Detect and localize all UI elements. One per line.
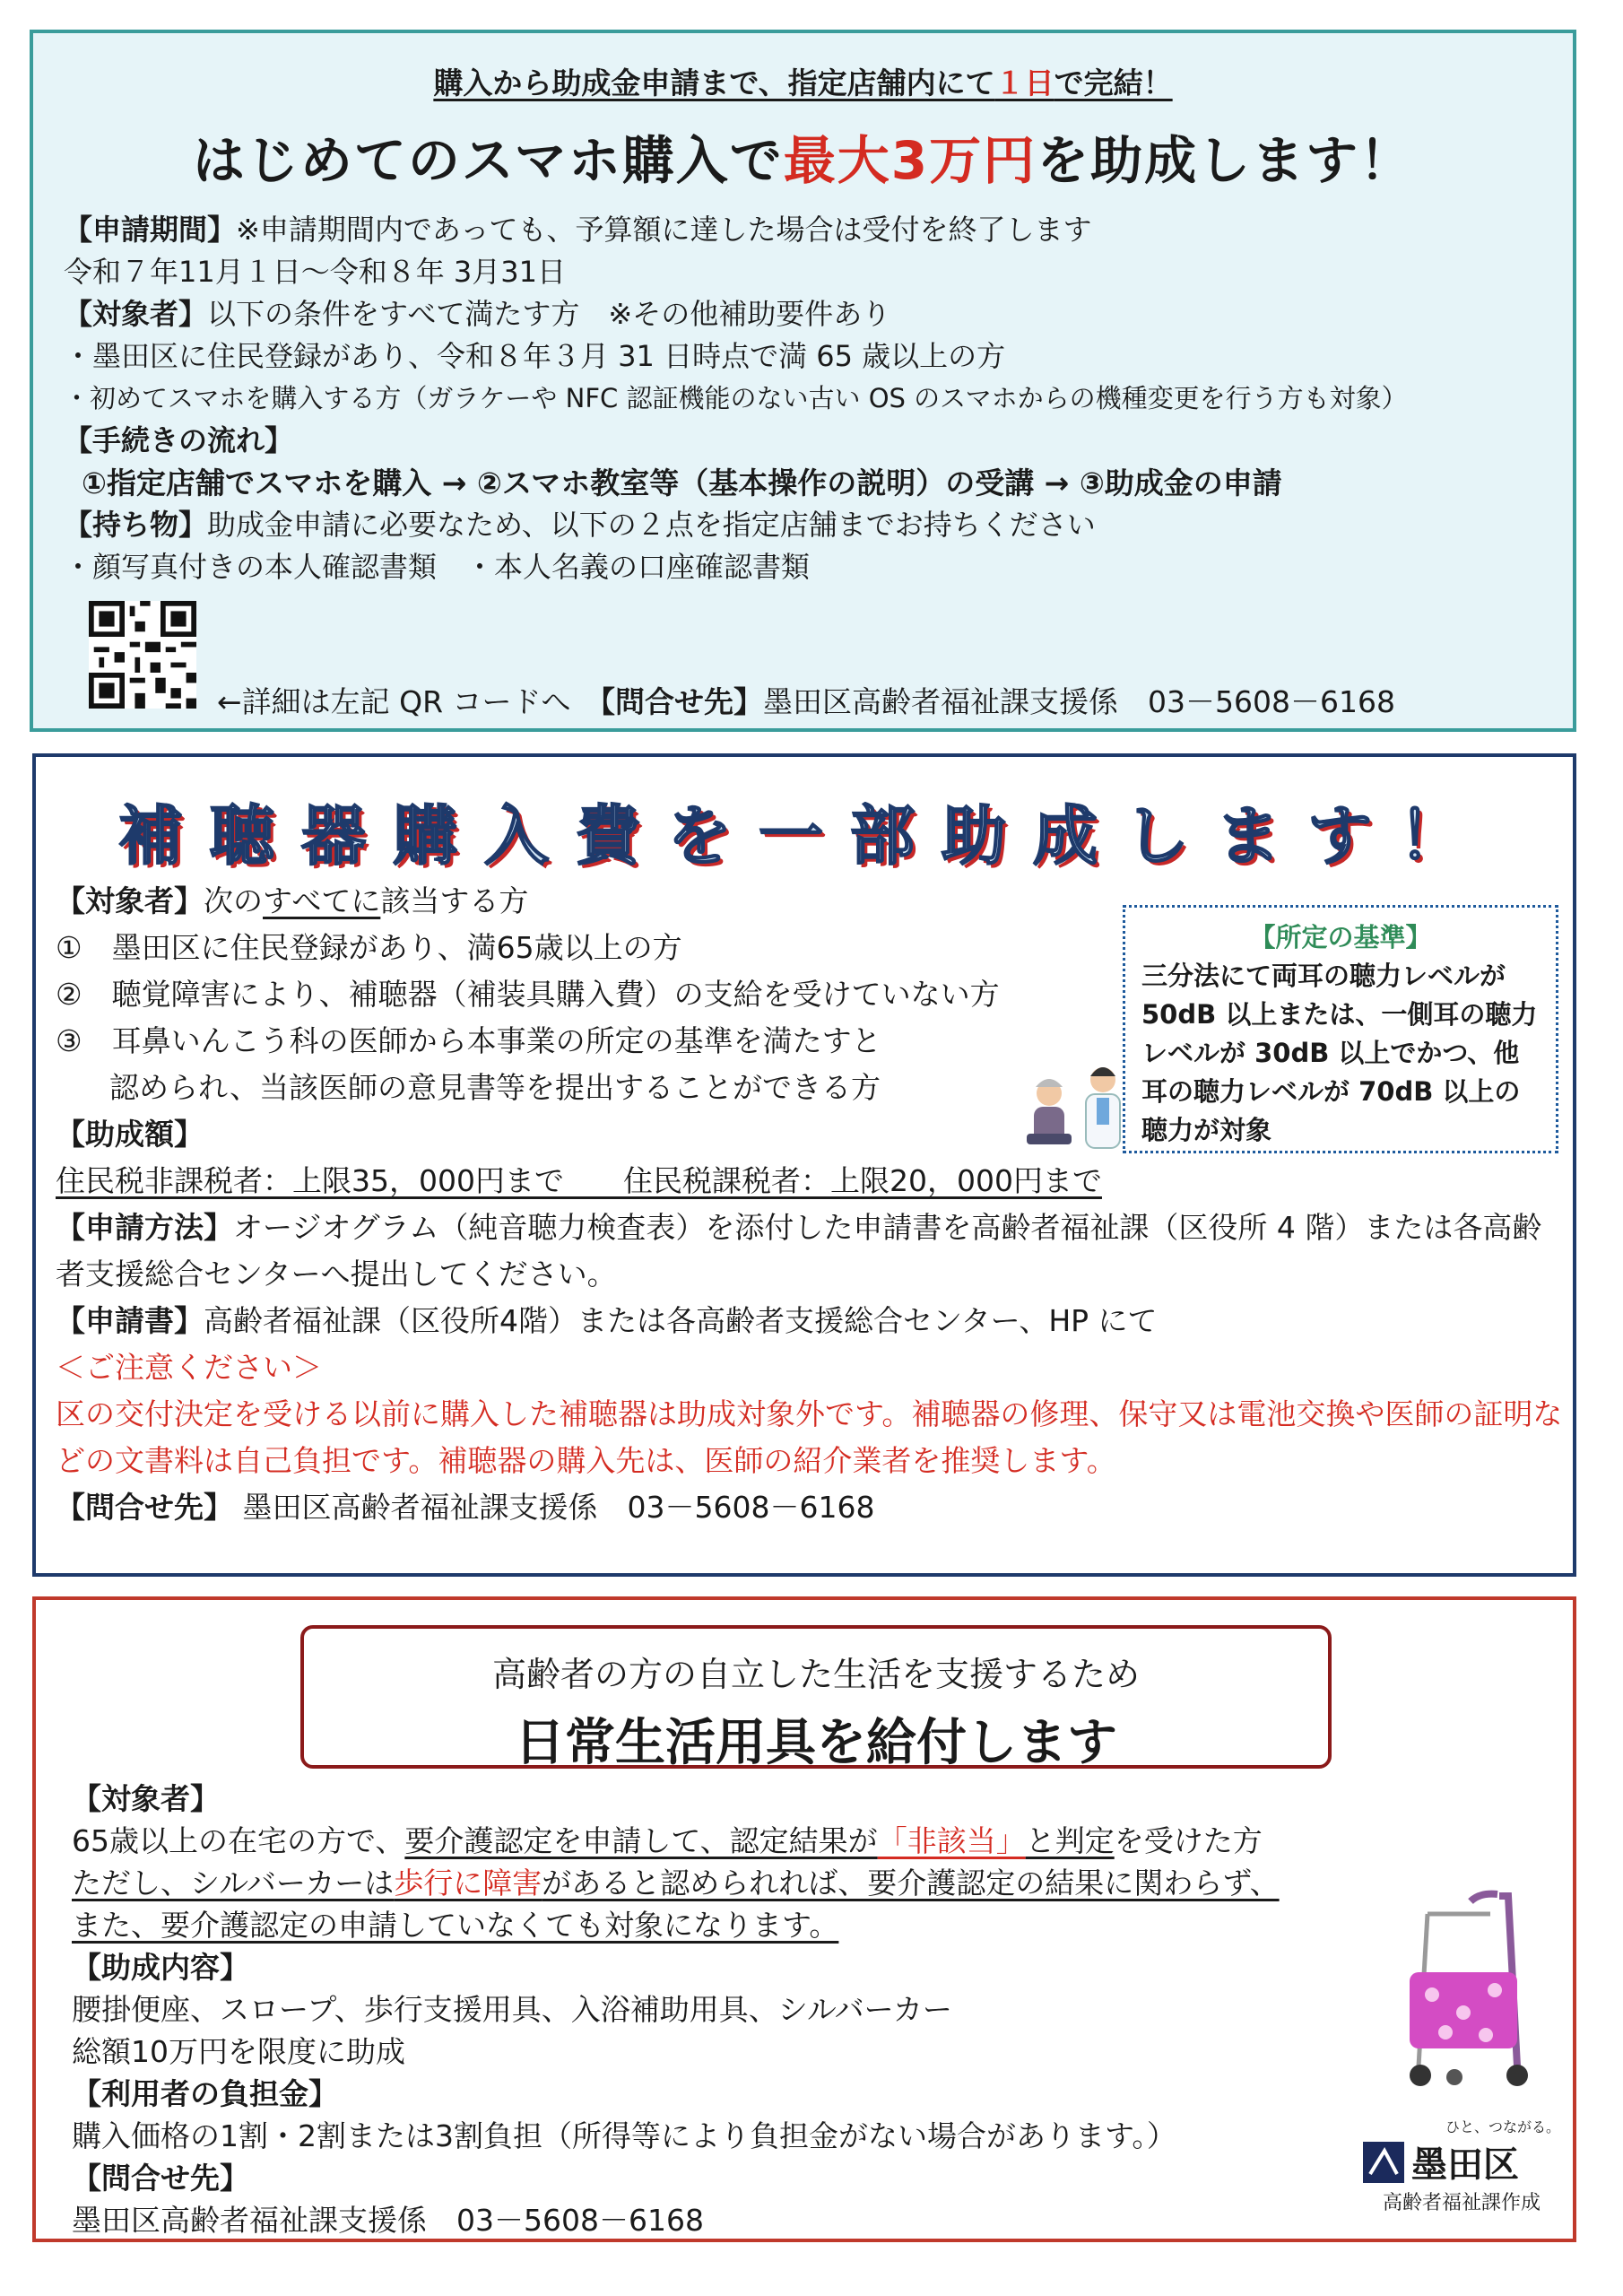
hearing-item: ② 聴覚障害により、補聴器（補装具購入費）の支給を受けていない方 [56,977,1000,1012]
smartphone-contact: ←詳細は左記 QR コードへ 【問合せ先】墨田区高齢者福祉課支援係 03－5608－6168 [217,684,1396,719]
period-dates: 令和７年11月１日～令和８年 3月31日 [64,255,566,289]
bring-items: ・顔写真付きの本人確認書類 ・本人名義の口座確認書類 [64,550,811,584]
bring-line: 【持ち物】助成金申請に必要なため、以下の２点を指定店舗までお持ちください [64,508,1096,542]
daily-body [72,1778,1363,2241]
daily-target-line1: 65歳以上の在宅の方で、要介護認定を申請して、認定結果が「非該当」と判定を受けた方 [72,1823,1263,1858]
burden-text: 購入価格の1割・2割または3割負担（所得等により負担金がない場合があります。） [72,2118,1176,2153]
daily-target-label: 【対象者】 [72,1781,220,1816]
daily-living-section [32,1596,1576,2242]
logo-made: 高齢者福祉課作成 [1382,2192,1541,2214]
target-line: 【対象者】以下の条件をすべて満たす方 ※その他補助要件あり [64,297,891,331]
sumida-logo [1363,2116,1560,2214]
logo-tagline: ひと、つながる。 [1445,2118,1560,2135]
hearing-item-cont: 認められ、当該医師の意見書等を提出することができる方 [109,1070,881,1105]
criteria-box [1123,905,1558,1153]
amount-label: 【助成額】 [56,1117,204,1152]
hearing-contact: 【問合せ先】 墨田区高齢者福祉課支援係 03－5608－6168 [56,1490,875,1525]
content-items: 腰掛便座、スロープ、歩行支援用具、入浴補助用具、シルバーカー [72,1992,952,2027]
period-line: 【申請期間】※申請期間内であっても、予算額に達した場合は受付を終了します [64,213,1092,247]
daily-contact-text: 墨田区高齢者福祉課支援係 03－5608－6168 [72,2203,704,2238]
flow-steps: ①指定店舗でスマホを購入 → ②スマホ教室等（基本操作の説明）の受講 → ③助成金の申請 [82,465,1282,500]
notice-label: ＜ご注意ください＞ [56,1350,322,1385]
content-limit: 総額10万円を限度に助成 [72,2034,405,2069]
silver-car-illustration-icon [1392,1887,1544,2093]
target-item: ・墨田区に住民登録があり、令和８年３月 31 日時点で満 65 歳以上の方 [64,339,1006,373]
smartphone-title: はじめてのスマホ購入で最大3万円を助成します！ [192,130,1414,191]
target-item: ・初めてスマホを購入する方（ガラケーや NFC 認証機能のない古い OS のスマホからの機種変更を行う方も対象） [64,383,1408,413]
daily-target-line3: また、要介護認定の申請していなくても対象になります。 [72,1908,839,1943]
hearing-item: ③ 耳鼻いんこう科の医師から本事業の所定の基準を満たすと [56,1023,881,1058]
method-line: 【申請方法】オージオグラム（純音聴力検査表）を添付した申請書を高齢者福祉課（区役所 4 階）または各高齢者支援総合センターへ提出してください。 [56,1210,1542,1292]
hearing-aid-section [32,753,1576,1577]
daily-target-line2: ただし、シルバーカーは歩行に障害があると認められれば、要介護認定の結果に関わらず、 [72,1866,1280,1900]
daily-subtitle: 高齢者の方の自立した生活を支援するため [491,1655,1140,1694]
criteria-label: 【所定の基準】 [1249,922,1432,952]
smartphone-subtitle: 購入から助成金申請まで、指定店舗内にて１日で完結！ [433,65,1173,100]
daily-title: 日常生活用具を給付します [515,1714,1117,1772]
daily-header-box [300,1625,1332,1772]
smartphone-subsidy-section [30,30,1576,732]
logo-name: 墨田区 [1411,2144,1519,2186]
hearing-target: 【対象者】次のすべてに該当する方 [56,883,529,918]
content-label: 【助成内容】 [72,1950,249,1985]
flow-label: 【手続きの流れ】 [64,423,294,457]
notice-text: 区の交付決定を受ける以前に購入した補聴器は助成対象外です。補聴器の修理、保守又は電池交換や医師の証明などの文書料は自己負担です。補聴器の購入先は、医師の紹介業者を推奨します。 [56,1396,1563,1478]
hearing-title: 補聴器購入費を一部助成します！ [117,798,1490,874]
smartphone-body [64,209,1570,588]
daily-contact-label: 【問合せ先】 [72,2161,249,2196]
amount-text: 住民税非課税者：上限35，000円まで 住民税課税者：上限20，000円まで [56,1163,1102,1198]
doctor-patient-illustration-icon [1018,1044,1134,1161]
form-line: 【申請書】高齢者福祉課（区役所4階）または各高齢者支援総合センター、HP にて [56,1303,1158,1338]
hearing-item: ① 墨田区に住民登録があり、満65歳以上の方 [56,930,682,965]
qr-code-icon[interactable] [89,601,196,709]
criteria-text: 三分法にて両耳の聴力レベルが 50dB 以上または、一側耳の聴力レベルが 30dB 以上でかつ、他耳の聴力レベルが 70dB 以上の聴力が対象 [1141,961,1538,1145]
sumida-mark-icon [1363,2142,1404,2183]
burden-label: 【利用者の負担金】 [72,2076,338,2111]
